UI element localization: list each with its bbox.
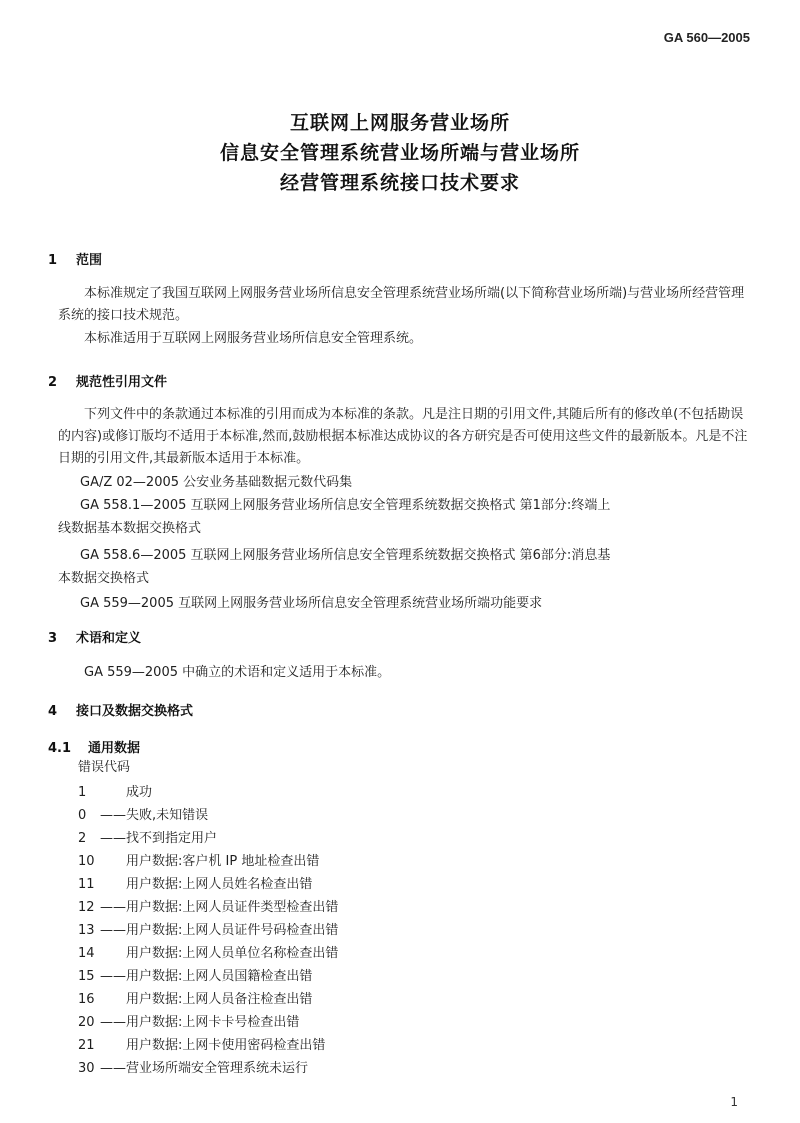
error-code-value: 11 (78, 877, 95, 892)
error-code-description: 用户数据:上网人员证件号码检查出错 (126, 923, 339, 938)
error-code-row (78, 943, 338, 965)
error-code-description: 用户数据:上网人员单位名称检查出错 (126, 946, 339, 961)
error-code-row (78, 782, 152, 804)
error-code-separator: —— (100, 1061, 126, 1076)
scope-paragraph-1: 本标准规定了我国互联网上网服务营业场所信息安全管理系统营业场所端(以下简称营业场所端)与营业场所经营管理系统的接口技术规范。 (58, 286, 745, 323)
error-code-separator: —— (100, 831, 126, 846)
error-code-description: 用户数据:上网人员姓名检查出错 (126, 877, 313, 892)
error-code-value: 13 (78, 923, 95, 938)
error-code-row (78, 989, 312, 1011)
error-code-value: 0 (78, 808, 87, 823)
error-code-separator: —— (100, 808, 126, 823)
error-code-value: 20 (78, 1015, 95, 1030)
error-code-value: 16 (78, 992, 95, 1007)
error-code-row (78, 1035, 325, 1057)
reference-item: GA/Z 02—2005 公安业务基础数据元数代码集 (80, 475, 353, 490)
page-number: 1 (730, 1095, 738, 1109)
error-code-row (78, 805, 208, 827)
error-codes-heading: 错误代码 (78, 760, 131, 775)
error-code-description: 用户数据:上网人员备注检查出错 (126, 992, 313, 1007)
section-title: 接口及数据交换格式 (76, 704, 194, 719)
error-code-description: 失败,未知错误 (126, 808, 209, 823)
error-code-description: 用户数据:上网卡卡号检查出错 (126, 1015, 300, 1030)
section-title: 规范性引用文件 (76, 375, 168, 390)
terms-paragraph: GA 559—2005 中确立的术语和定义适用于本标准。 (84, 665, 391, 680)
error-code-description: 用户数据:上网人员国籍检查出错 (126, 969, 313, 984)
section-number: 4.1 (48, 741, 72, 756)
error-code-row (78, 851, 319, 873)
reference-item-continuation: 本数据交换格式 (58, 571, 150, 586)
error-code-description: 找不到指定用户 (126, 831, 218, 846)
standard-code: GA 560—2005 (663, 30, 750, 45)
section-number: 3 (48, 631, 58, 646)
section-heading-scope (48, 249, 102, 268)
error-code-row (78, 828, 217, 850)
error-code-row (78, 897, 338, 919)
title-line-2: 信息安全管理系统营业场所端与营业场所 (219, 142, 580, 164)
error-code-row (78, 1012, 299, 1034)
section-heading-terms (48, 627, 141, 646)
subsection-heading-general-data (48, 737, 140, 756)
error-code-separator: —— (100, 900, 126, 915)
error-code-row (78, 1058, 308, 1080)
error-code-value: 14 (78, 946, 95, 961)
error-code-value: 10 (78, 854, 95, 869)
error-code-separator: —— (100, 969, 126, 984)
reference-item: GA 558.1—2005 互联网上网服务营业场所信息安全管理系统数据交换格式 第1部分:终端上 (80, 498, 611, 513)
section-number: 2 (48, 375, 58, 390)
section-heading-references (48, 371, 167, 390)
section-title: 通用数据 (88, 741, 141, 756)
error-code-separator: —— (100, 1015, 126, 1030)
reference-item: GA 559—2005 互联网上网服务营业场所信息安全管理系统营业场所端功能要求 (80, 596, 543, 611)
error-code-value: 2 (78, 831, 87, 846)
error-code-value: 21 (78, 1038, 95, 1053)
error-code-value: 12 (78, 900, 95, 915)
section-heading-interface (48, 700, 193, 719)
reference-item-continuation: 线数据基本数据交换格式 (58, 521, 202, 536)
error-code-row (78, 966, 312, 988)
error-code-row (78, 874, 312, 896)
error-code-description: 用户数据:上网卡使用密码检查出错 (126, 1038, 326, 1053)
reference-item: GA 558.6—2005 互联网上网服务营业场所信息安全管理系统数据交换格式 第6部分:消息基 (80, 548, 611, 563)
error-code-description: 成功 (126, 785, 153, 800)
error-code-value: 15 (78, 969, 95, 984)
error-code-value: 1 (78, 785, 87, 800)
error-code-row (78, 920, 338, 942)
section-number: 1 (48, 253, 58, 268)
document-title (0, 108, 800, 198)
error-code-description: 用户数据:客户机 IP 地址检查出错 (126, 854, 320, 869)
error-code-description: 营业场所端安全管理系统未运行 (126, 1061, 309, 1076)
scope-paragraph-2: 本标准适用于互联网上网服务营业场所信息安全管理系统。 (84, 331, 423, 346)
references-intro: 下列文件中的条款通过本标准的引用而成为本标准的条款。凡是注日期的引用文件,其随后所有的修改单(不包括勘误的内容)或修订版均不适用于本标准,然而,鼓励根据本标准达成协议的各方研究是否可使用这些文件的最新版本。凡是不注日期的引用文件,其最新版本适用于本标准。 (58, 407, 748, 466)
error-code-description: 用户数据:上网人员证件类型检查出错 (126, 900, 339, 915)
error-code-separator: —— (100, 923, 126, 938)
title-line-3: 经营管理系统接口技术要求 (279, 172, 520, 194)
section-number: 4 (48, 704, 58, 719)
section-title: 范围 (76, 253, 103, 268)
error-code-value: 30 (78, 1061, 95, 1076)
section-title: 术语和定义 (76, 631, 142, 646)
title-line-1: 互联网上网服务营业场所 (289, 112, 510, 134)
